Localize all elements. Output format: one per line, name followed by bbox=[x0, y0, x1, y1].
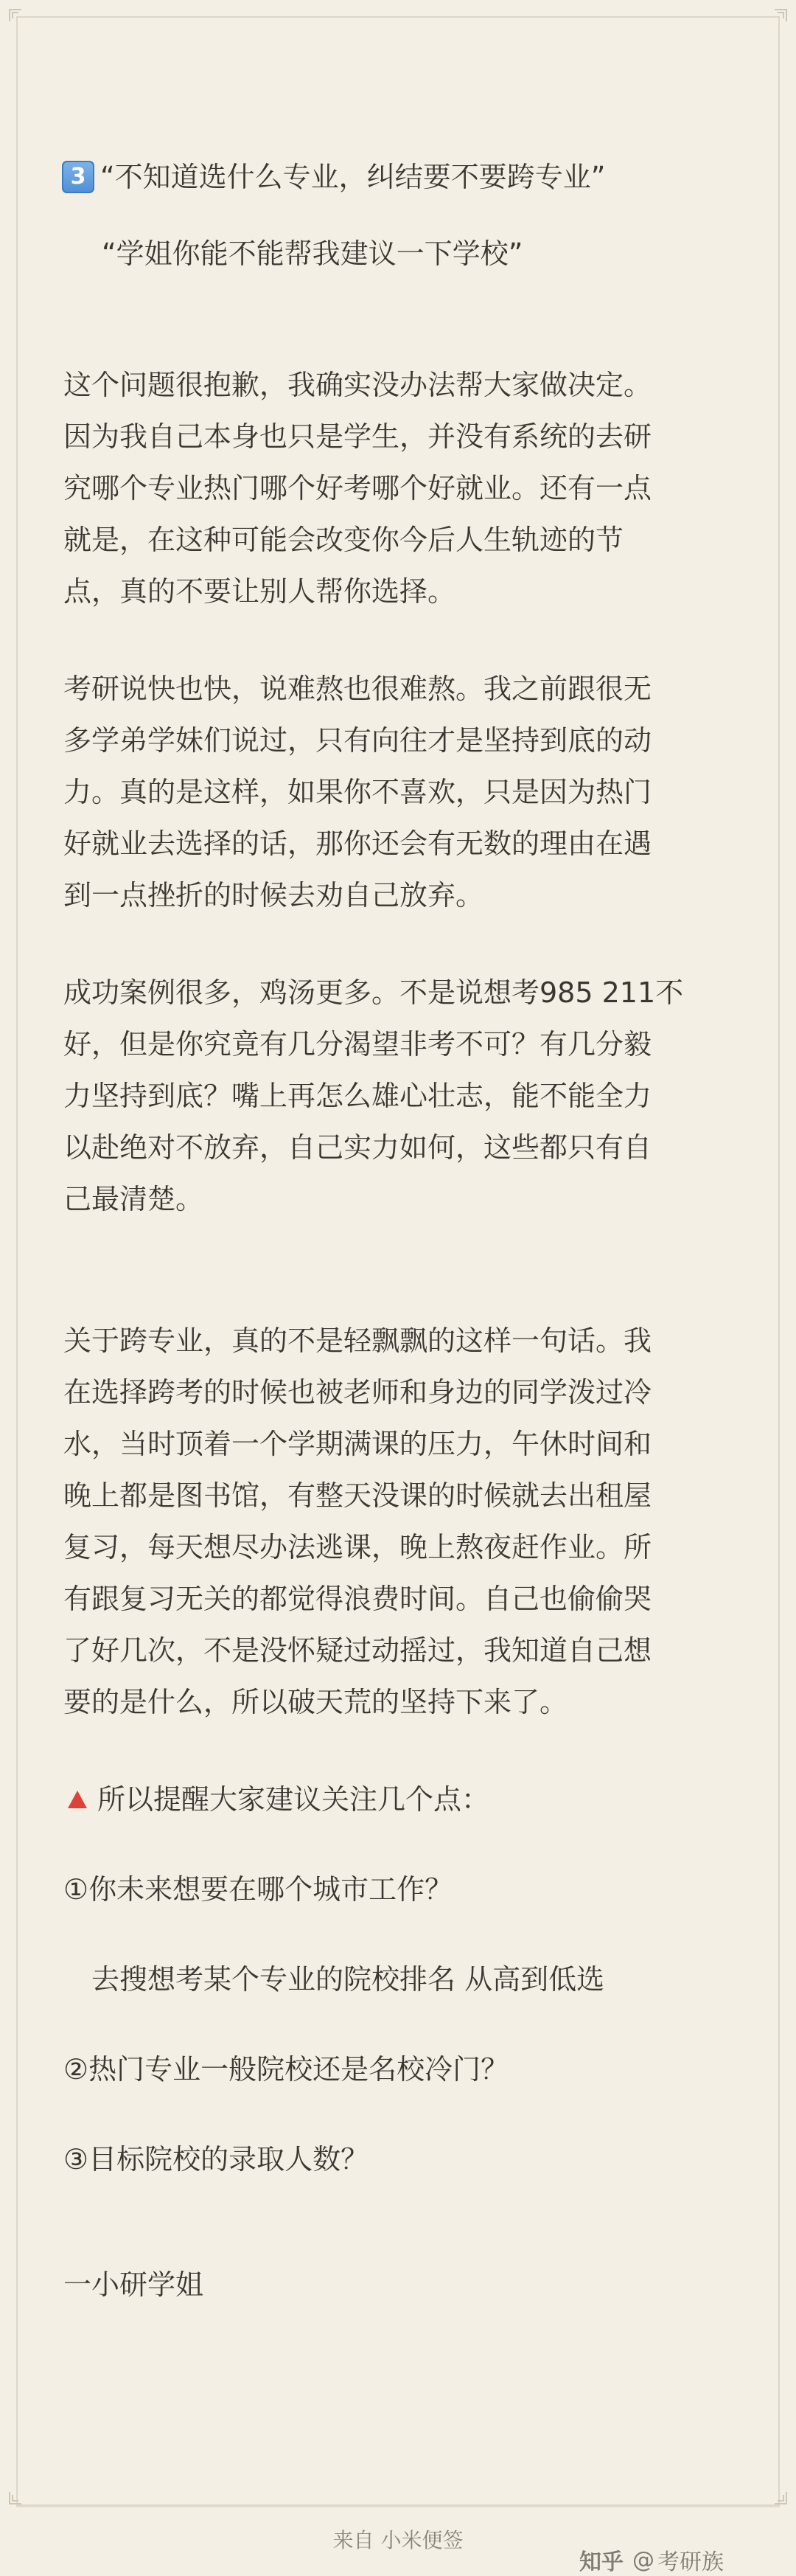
text-line: 到一点挫折的时候去劝自己放弃。 bbox=[63, 879, 484, 912]
text-line: 好，但是你究竟有几分渴望非考不可？有几分毅 bbox=[63, 1028, 652, 1060]
paragraph-1 bbox=[63, 359, 741, 617]
corner-ornament bbox=[9, 9, 22, 22]
at-symbol: @ bbox=[632, 2547, 654, 2573]
text-line: 关于跨专业，真的不是轻飘飘的这样一句话。我 bbox=[63, 1325, 652, 1357]
text-line: 好就业去选择的话，那你还会有无数的理由在遇 bbox=[63, 827, 652, 860]
text-line: 点，真的不要让别人帮你选择。 bbox=[63, 575, 456, 608]
text-line: 要的是什么，所以破天荒的坚持下来了。 bbox=[63, 1686, 568, 1718]
source-label: 来自 小米便签 bbox=[332, 2528, 464, 2552]
corner-ornament bbox=[774, 2491, 787, 2504]
text-line: 力。真的是这样，如果你不喜欢，只是因为热门 bbox=[63, 776, 652, 808]
footer-divider bbox=[16, 2506, 780, 2507]
paragraph-3 bbox=[63, 967, 741, 1225]
tip-subitem: 去搜想考某个专业的院校排名 从高到低选 bbox=[91, 1963, 605, 1996]
text-line: 了好几次，不是没怀疑过动摇过，我知道自己想 bbox=[63, 1634, 652, 1667]
account-name: 考研族 bbox=[657, 2549, 724, 2575]
watermark bbox=[579, 2544, 724, 2576]
text-line: 复习，每天想尽办法逃课，晚上熬夜赶作业。所 bbox=[63, 1531, 652, 1563]
tip-item: ③目标院校的录取人数？ bbox=[63, 2143, 369, 2176]
red-triangle-icon bbox=[68, 1791, 87, 1808]
tips-title-text: 所以提醒大家建议关注几个点： bbox=[97, 1783, 490, 1816]
zhihu-logo: 知乎 bbox=[579, 2549, 624, 2575]
corner-ornament bbox=[774, 9, 787, 22]
heading-text: “不知道选什么专业，纠结要不要跨专业” bbox=[100, 161, 606, 193]
text-line: 考研说快也快，说难熬也很难熬。我之前跟很无 bbox=[63, 673, 652, 705]
signature: 一小研学姐 bbox=[63, 2268, 204, 2301]
section-heading bbox=[62, 151, 741, 203]
text-line: 力坚持到底？嘴上再怎么雄心壮志，能不能全力 bbox=[63, 1080, 652, 1112]
tip-item: ①你未来想要在哪个城市工作？ bbox=[63, 1873, 453, 1906]
paragraph-2 bbox=[63, 663, 741, 921]
text-line: 成功案例很多，鸡汤更多。不是说想考985 211不 bbox=[63, 976, 684, 1009]
text-line: 因为我自己本身也只是学生，并没有系统的去研 bbox=[63, 420, 652, 453]
text-line: 己最清楚。 bbox=[63, 1183, 204, 1215]
keycap-number-icon: 3 bbox=[62, 161, 94, 193]
text-line: 这个问题很抱歉，我确实没办法帮大家做决定。 bbox=[63, 369, 652, 401]
note-content bbox=[63, 151, 741, 2311]
tips-title bbox=[63, 1774, 741, 1825]
corner-ornament bbox=[9, 2491, 22, 2504]
tip-item: ②热门专业一般院校还是名校冷门？ bbox=[63, 2053, 509, 2086]
text-line: 以赴绝对不放弃，自己实力如何，这些都只有自 bbox=[63, 1131, 652, 1164]
paragraph-4 bbox=[63, 1315, 741, 1728]
text-line: 晚上都是图书馆，有整天没课的时候就去出租屋 bbox=[63, 1479, 652, 1512]
text-line: 水，当时顶着一个学期满课的压力，午休时间和 bbox=[63, 1428, 652, 1460]
text-line: 究哪个专业热门哪个好考哪个好就业。还有一点 bbox=[63, 472, 652, 504]
text-line: 有跟复习无关的都觉得浪费时间。自己也偷偷哭 bbox=[63, 1583, 652, 1615]
quote-line: “学姐你能不能帮我建议一下学校” bbox=[102, 237, 523, 270]
text-line: 多学弟学妹们说过，只有向往才是坚持到底的动 bbox=[63, 724, 652, 757]
text-line: 在选择跨考的时候也被老师和身边的同学泼过冷 bbox=[63, 1376, 652, 1409]
text-line: 就是，在这种可能会改变你今后人生轨迹的节 bbox=[63, 524, 624, 556]
